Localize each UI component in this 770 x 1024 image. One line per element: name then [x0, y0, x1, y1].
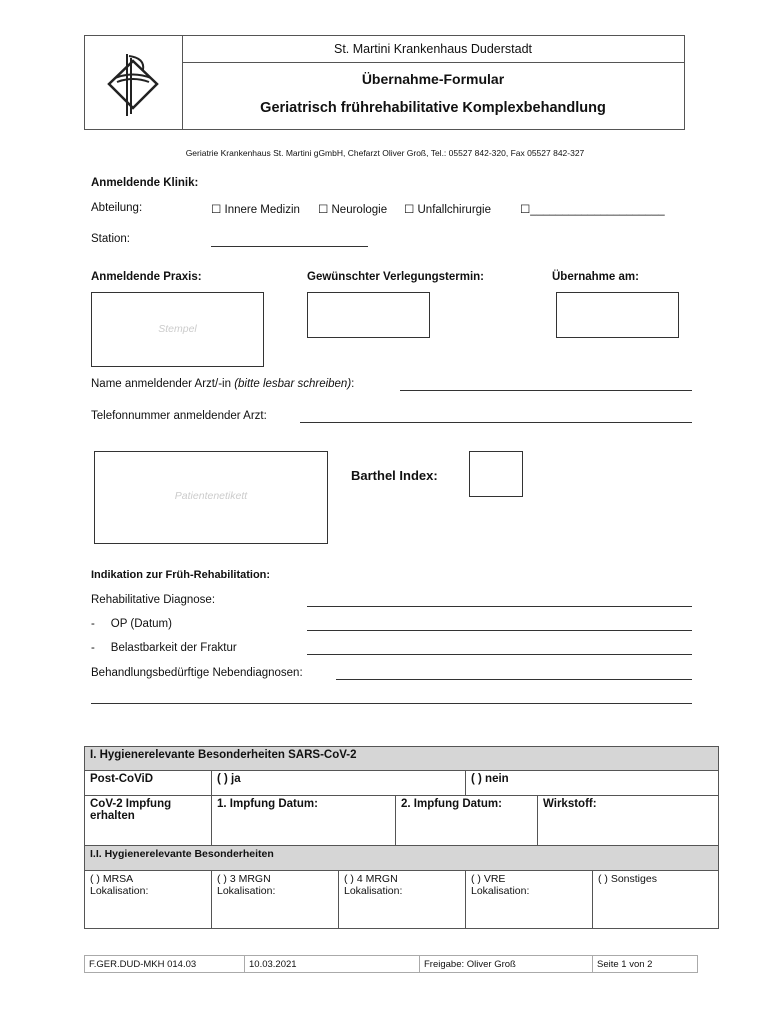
sonstiges-cell[interactable] — [593, 871, 719, 929]
option-neurologie[interactable]: ☐ Neurologie — [318, 204, 388, 216]
hygiene-table — [84, 746, 719, 929]
termin-heading: Gewünschter Verlegungstermin: — [307, 271, 485, 283]
mrgn4-cell[interactable] — [339, 871, 466, 929]
klinik-heading: Anmeldende Klinik: — [91, 177, 199, 189]
form-subtitle: Geriatrisch frührehabilitative Komplexbehandlung — [260, 100, 606, 116]
nebendiagnosen-field[interactable] — [336, 679, 692, 680]
impfung-label: CoV-2 Impfung erhalten — [85, 796, 212, 846]
vre-option: ( ) VRE — [471, 873, 506, 885]
mrgn3-cell[interactable] — [212, 871, 339, 929]
mrsa-option: ( ) MRSA — [90, 873, 134, 885]
impfung2-field[interactable]: 2. Impfung Datum: — [396, 796, 538, 846]
mrsa-lokalisation: Lokalisation: — [90, 885, 149, 897]
uebernahme-heading: Übernahme am: — [552, 271, 639, 283]
contact-line: Geriatrie Krankenhaus St. Martini gGmbH, Chefarzt Oliver Groß, Tel.: 05527 842-320, Fax 05527 842-327 — [185, 148, 585, 158]
form-title-block — [182, 63, 684, 129]
sonstiges-option: ( ) Sonstiges — [598, 873, 657, 885]
mrgn3-lokalisation: Lokalisation: — [217, 885, 276, 897]
indikation-heading: Indikation zur Früh-Rehabilitation: — [91, 569, 271, 581]
mrgn4-option: ( ) 4 MRGN — [344, 873, 398, 885]
arzt-name-hint: (bitte lesbar schreiben) — [234, 378, 352, 390]
form-title: Übernahme-Formular — [361, 71, 505, 87]
belastbarkeit-field[interactable] — [307, 654, 692, 655]
arzt-name-text: Name anmeldender Arzt/-in — [91, 378, 235, 390]
doc-id: F.GER.DUD-MKH 014.03 — [85, 956, 245, 973]
nebendiagnosen-field-2[interactable] — [91, 703, 692, 704]
patient-label-box[interactable] — [94, 451, 328, 544]
arzt-name-colon: : — [351, 378, 355, 390]
barthel-label: Barthel Index: — [351, 468, 438, 483]
sarscov2-section-title: I. Hygienerelevante Besonderheiten SARS-CoV-2 — [85, 747, 719, 771]
op-field[interactable] — [307, 630, 692, 631]
op-label: - OP (Datum) — [91, 618, 172, 630]
hospital-logo — [85, 36, 183, 129]
barthel-box[interactable] — [469, 451, 523, 497]
vre-cell[interactable] — [466, 871, 593, 929]
form-header — [84, 35, 685, 130]
hygiene-section-title: I.I. Hygienerelevante Besonderheiten — [85, 846, 719, 871]
diagnose-label: Rehabilitative Diagnose: — [91, 594, 216, 606]
mrsa-cell[interactable] — [85, 871, 212, 929]
mrgn3-option: ( ) 3 MRGN — [217, 873, 271, 885]
vre-lokalisation: Lokalisation: — [471, 885, 530, 897]
stamp-placeholder: Stempel — [158, 323, 197, 335]
doc-date: 10.03.2021 — [245, 956, 420, 973]
postcovid-label: Post-CoViD — [85, 771, 212, 796]
stamp-box[interactable] — [91, 292, 264, 367]
page-number: Seite 1 von 2 — [593, 956, 698, 973]
option-unfallchirurgie[interactable]: ☐ Unfallchirurgie — [404, 204, 492, 216]
arzt-name-field[interactable] — [400, 390, 692, 391]
termin-box[interactable] — [307, 292, 430, 338]
footer-table — [84, 955, 698, 973]
uebernahme-box[interactable] — [556, 292, 679, 338]
mrgn4-lokalisation: Lokalisation: — [344, 885, 403, 897]
belastbarkeit-label: - Belastbarkeit der Fraktur — [91, 642, 237, 654]
cross-logo-icon — [85, 36, 182, 129]
postcovid-ja[interactable]: ( ) ja — [212, 771, 466, 796]
telefon-field[interactable] — [300, 422, 692, 423]
telefon-label: Telefonnummer anmeldender Arzt: — [91, 410, 267, 422]
postcovid-nein[interactable]: ( ) nein — [466, 771, 719, 796]
option-sonstige[interactable]: ☐_____________________ — [520, 204, 665, 216]
praxis-heading: Anmeldende Praxis: — [91, 271, 202, 283]
nebendiagnosen-label: Behandlungsbedürftige Nebendiagnosen: — [91, 667, 303, 679]
hospital-name: St. Martini Krankenhaus Duderstadt — [182, 36, 684, 63]
diagnose-field[interactable] — [307, 606, 692, 607]
station-field[interactable] — [211, 246, 368, 247]
abteilung-label: Abteilung: — [91, 202, 143, 214]
wirkstoff-field[interactable]: Wirkstoff: — [538, 796, 719, 846]
station-label: Station: — [91, 233, 130, 245]
freigabe: Freigabe: Oliver Groß — [420, 956, 593, 973]
arzt-name-label — [91, 378, 354, 390]
option-innere-medizin[interactable]: ☐ Innere Medizin — [211, 204, 300, 216]
impfung1-field[interactable]: 1. Impfung Datum: — [212, 796, 396, 846]
patient-label-placeholder: Patientenetikett — [174, 490, 248, 502]
